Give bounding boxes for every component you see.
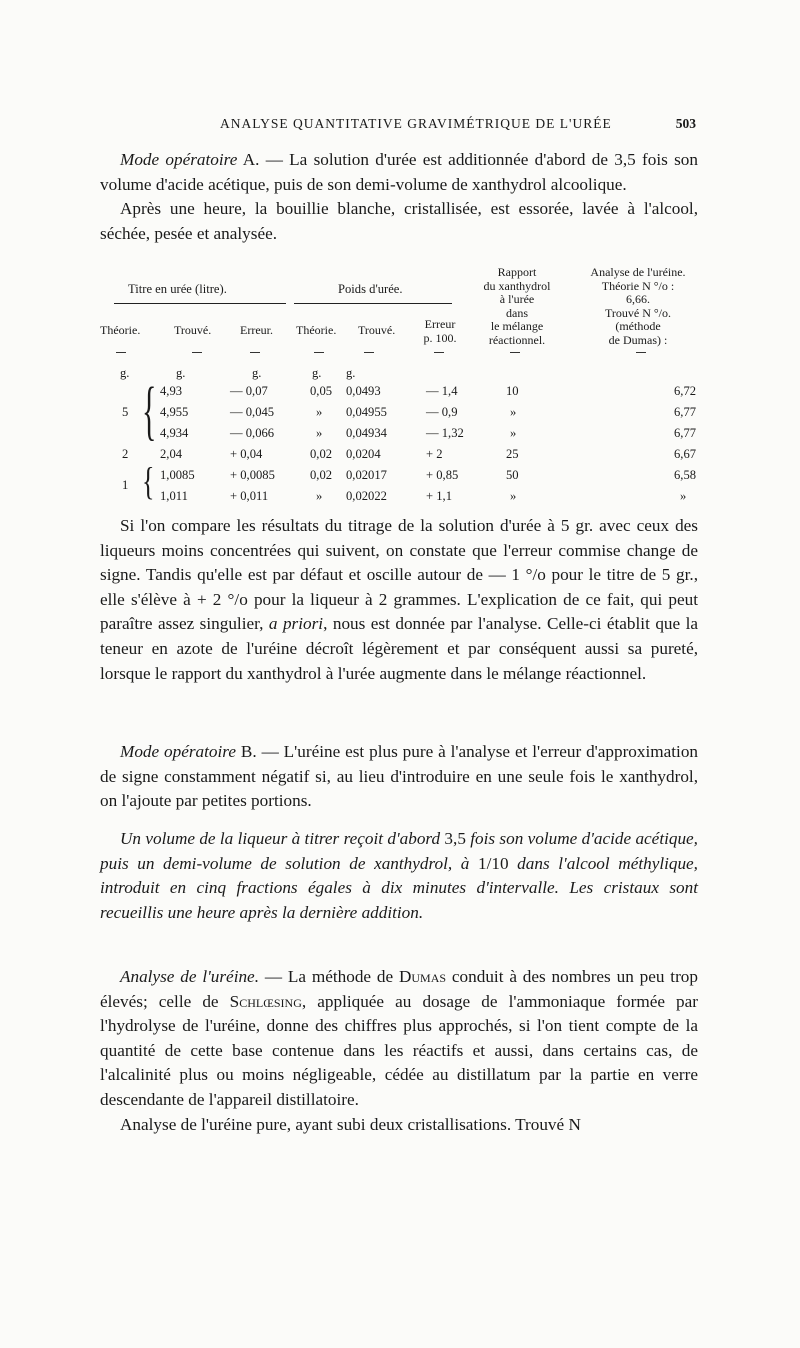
group-brace: { [142, 374, 157, 448]
paragraph-procedure-b: Un volume de la liqueur à titrer reçoit d'abord 3,5 fois son volume d'acide acétique, puis un demi-volume de solution de xanthydrol, à 1/10 dans l'alcool méthylique, introduit en cinq fractions égales à dix minutes d'intervalle. Les cristaux sont recueillis une heure après la dernière addition. [100, 829, 698, 922]
header-theorie-1: Théorie. [100, 323, 141, 337]
header-theorie-2: Théorie. [296, 323, 337, 337]
group-theorie: 1 [122, 478, 129, 492]
paragraph-procedure: Après une heure, la bouillie blanche, cristallisée, est essorée, lavée à l'alcool, séchée, pesée et analysée. [100, 199, 698, 243]
group-header-poids: Poids d'urée. [338, 282, 403, 296]
paragraph-analyse: Analyse de l'uréine. — La méthode de Dumas conduit à des nombres un peu trop élevés; celle de Schlœsing, appliquée au dosage de l'ammoniaque formée par l'hydrolyse de l'uréine, donne des chiffres plus approchés, si l'on tient compte de la quantité de cette base contenue dans les réactifs et aussi, dans certains cas, de l'alcalinité plus ou moins négligeable, cédée au distillatum par la partie en verre descendante de l'appareil distillatoire. Analyse de l'uréine pure, ayant subi deux cristallisations. Trouvé N [100, 965, 698, 1137]
header-trouve-2: Trouvé. [358, 323, 396, 337]
results-table: Titre en urée (litre). Poids d'urée. Rapport du xanthydrol à l'urée dans le mélange réactionnel. Analyse de l'uréine. Théorie N °/o : 6,66. Trouvé N °/o. (méthode de Dumas) : Théorie. Trouvé. Erreur. Théorie. Trouvé. Erreur p. 100. g. g. g. g. g. 5 { 4,93 — 0,07 0,05 0,0493 — 1,4 10 6,72 4,955 — 0,045 » 0,04955 — 0,9 » 6,77 4,934 — 0,066 » 0,04934 — 1,32 » 6,77 2 2,04 + 0,04 0,02 0,0204 + 2 25 6,67 1 { 1,0085 + 0,0085 0,02 0,02017 + 0,85 50 6,58 1,011 + 0,011 » 0,02022 + 1,1 » » [100, 262, 704, 502]
group-header-titre: Titre en urée (litre). [128, 282, 227, 296]
brace-titre [114, 303, 286, 304]
unit-erreur-1: g. [252, 366, 262, 380]
mode-letter-b: B. [240, 742, 257, 761]
brace-poids [294, 303, 452, 304]
mode-label-a: Mode opératoire [120, 150, 238, 169]
header-analyse: Analyse de l'uréine. Théorie N °/o : 6,66. Trouvé N °/o. (méthode de Dumas) : [590, 265, 686, 347]
running-title: ANALYSE QUANTITATIVE GRAVIMÉTRIQUE DE L'URÉE [220, 116, 612, 131]
header-erreur-1: Erreur. [240, 323, 273, 337]
header-erreur-pct: Erreur p. 100. [423, 317, 457, 345]
paragraph-mode-a [100, 148, 698, 246]
paragraph-final: Analyse de l'uréine pure, ayant subi deux cristallisations. Trouvé N [120, 1114, 581, 1134]
unit-trouve-2: g. [346, 366, 356, 380]
mode-letter-a: A. [242, 150, 260, 169]
paragraph-comparison: Si l'on compare les résultats du titrage de la solution d'urée à 5 gr. avec ceux des liqueurs moins concentrées qui suivent, on constate que l'erreur commise change de signe. Tandis qu'elle est par défaut et oscille autour de — 1 °/o pour le titre de 5 gr., elle s'élève à + 2 °/o pour la liqueur à 2 grammes. L'explication de ce fait, qui peut paraître assez singulier, a priori, nous est donnée par l'analyse. Celle-ci établit que la teneur en azote de l'uréine décroît légèrement et par conséquent aussi sa pureté, lorsque le rapport du xanthydrol à l'urée augmente dans le mélange réactionnel. [100, 516, 699, 683]
mode-label-b: Mode opératoire [120, 742, 236, 761]
unit-trouve-1: g. [176, 366, 186, 380]
page-number: 503 [675, 116, 696, 131]
header-trouve-1: Trouvé. [174, 323, 212, 337]
mode-a-text: — La solution d'urée est additionnée d'abord de 3,5 fois son volume d'acide acétique, puis de son demi-volume de xanthydrol alcoolique. [100, 150, 698, 194]
unit-theorie-2: g. [312, 366, 322, 380]
group-brace: { [142, 460, 155, 504]
group-theorie: 2 [122, 447, 129, 461]
unit-theorie-1: g. [120, 366, 130, 380]
analyse-label: Analyse de l'uréine. [120, 967, 259, 986]
paragraph-mode-b: Mode opératoire B. — L'uréine est plus pure à l'analyse et l'erreur d'approximation de signe constamment négatif si, au lieu d'introduire en une seule fois le xanthydrol, on l'ajoute par petites portions. [100, 742, 699, 811]
header-rapport: Rapport du xanthydrol à l'urée dans le mélange réactionnel. [483, 265, 551, 347]
group-theorie: 5 [122, 405, 129, 419]
